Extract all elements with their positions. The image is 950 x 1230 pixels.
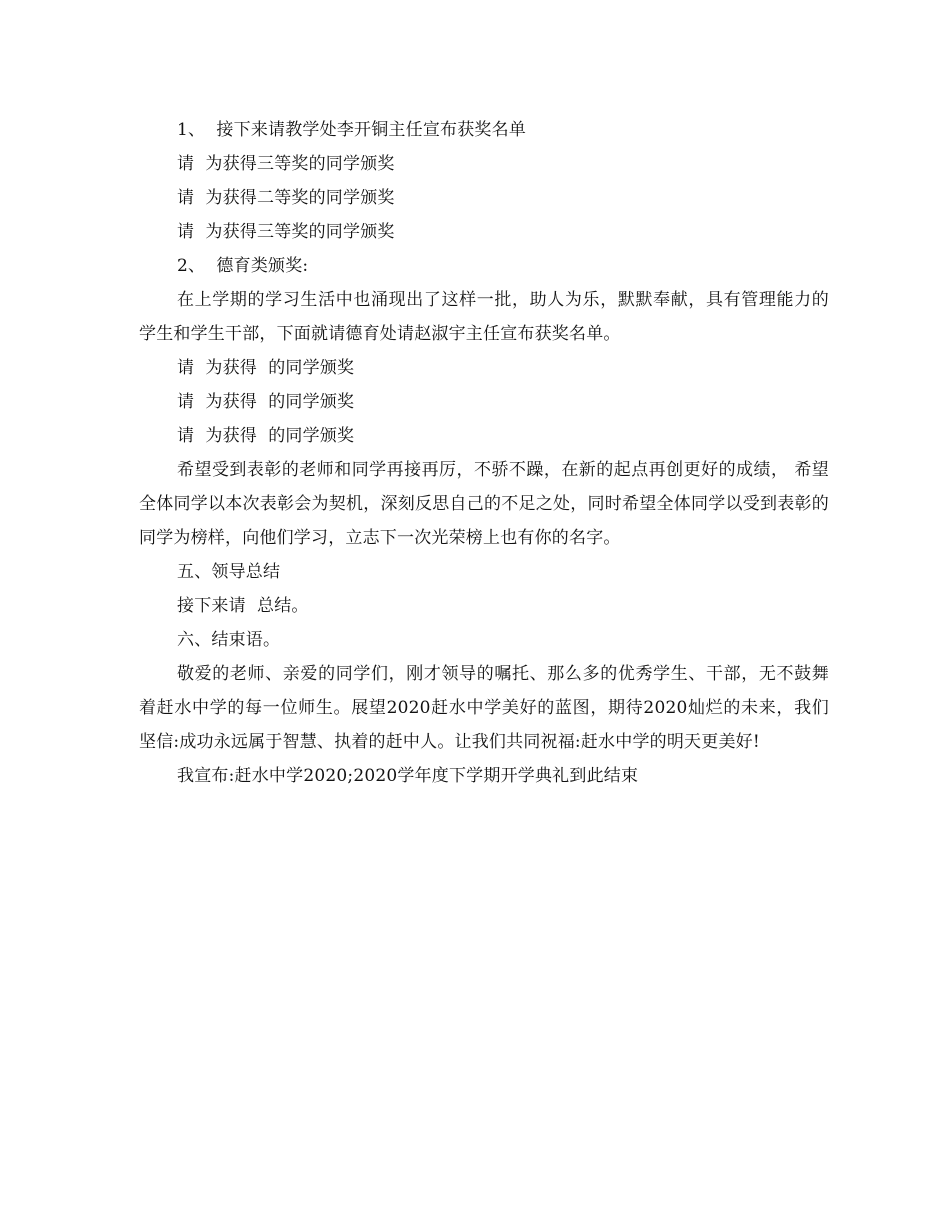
paragraph-third-prize-2: 请 为获得三等奖的同学颁奖: [177, 222, 395, 242]
paragraph-third-prize-1: 请 为获得三等奖的同学颁奖: [177, 154, 395, 174]
paragraph-award-announcement: 1、 接下来请教学处李开铜主任宣布获奖名单: [177, 120, 527, 140]
paragraph-summary-invite: 接下来请 总结。: [177, 596, 309, 616]
paragraph-moral-award-2: 请 为获得 的同学颁奖: [177, 392, 355, 412]
paragraph-moral-award-1: 请 为获得 的同学颁奖: [177, 358, 355, 378]
paragraph-second-prize: 请 为获得二等奖的同学颁奖: [177, 188, 395, 208]
paragraph-moral-education-intro: 在上学期的学习生活中也涌现出了这样一批，助人为乐，默默奉献，具有管理能力的学生和学生干部，下面就请德育处请赵淑宇主任宣布获奖名单。: [139, 290, 829, 344]
paragraph-declaration: 我宣布:赶水中学2020;2020学年度下学期开学典礼到此结束: [177, 766, 639, 786]
paragraph-closing-speech: 敬爱的老师、亲爱的同学们，刚才领导的嘱托、那么多的优秀学生、干部，无不鼓舞着赶水中学的每一位师生。展望2020赶水中学美好的蓝图，期待2020灿烂的未来，我们坚信:成功永远属于智慧、执着的赶中人。让我们共同祝福:赶水中学的明天更美好!: [139, 664, 829, 752]
paragraph-moral-award-3: 请 为获得 的同学颁奖: [177, 426, 355, 446]
document-body: [139, 113, 829, 793]
paragraph-encouragement: 希望受到表彰的老师和同学再接再厉，不骄不躁，在新的起点再创更好的成绩， 希望全体同学以本次表彰会为契机，深刻反思自己的不足之处，同时希望全体同学以受到表彰的同学为榜样，向他们学习，立志下一次光荣榜上也有你的名字。: [139, 460, 829, 548]
paragraph-moral-education-heading: 2、 德育类颁奖:: [177, 256, 309, 276]
section-heading-closing: 六、结束语。: [177, 630, 281, 650]
section-heading-leader-summary: 五、领导总结: [177, 562, 281, 582]
